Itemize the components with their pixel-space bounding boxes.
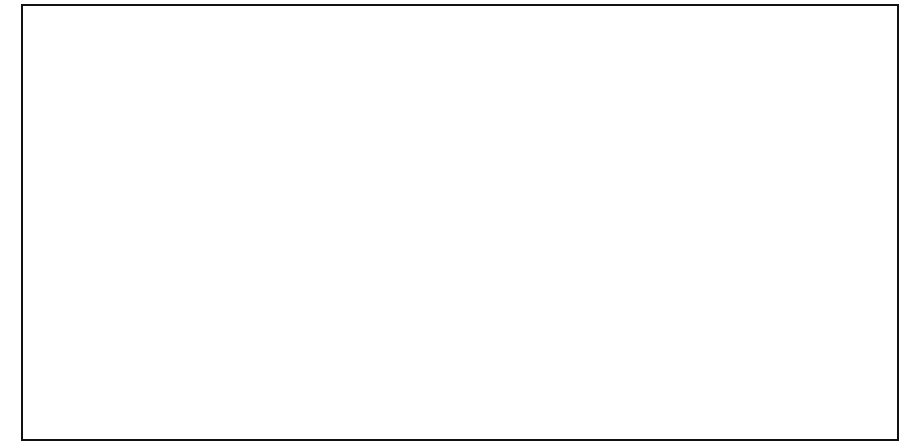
notice-left-column [37, 66, 447, 306]
notice-right-column [449, 66, 885, 374]
notice-bottom-paragraph [449, 376, 885, 436]
notice-frame [21, 4, 899, 441]
